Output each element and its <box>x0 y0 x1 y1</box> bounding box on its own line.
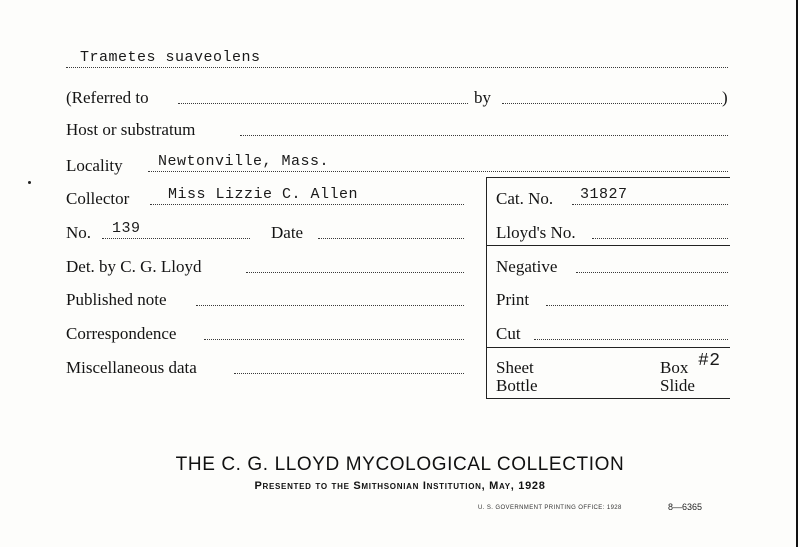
cat-no-line <box>572 204 728 205</box>
collection-subtitle: Presented to the Smithsonian Institution, May, 1928 <box>254 480 546 492</box>
printer-imprint: U. S. GOVERNMENT PRINTING OFFICE: 1928 <box>478 505 622 511</box>
closing-paren: ) <box>722 88 728 107</box>
box-label: Box <box>660 358 689 377</box>
det-by-line <box>246 272 464 273</box>
misc-line <box>234 373 464 374</box>
lloyds-no-label: Lloyd's No. <box>496 223 576 242</box>
negative-line <box>576 272 728 273</box>
right-edge-shadow <box>796 0 798 547</box>
cut-line <box>534 339 728 340</box>
published-note-label: Published note <box>66 290 167 309</box>
ink-speck <box>28 181 31 184</box>
host-label: Host or substratum <box>66 120 196 139</box>
by-line <box>502 103 722 104</box>
misc-label: Miscellaneous data <box>66 358 197 377</box>
no-line <box>102 238 250 239</box>
date-label: Date <box>271 223 304 242</box>
date-line <box>318 238 464 239</box>
published-note-line <box>196 305 464 306</box>
cat-no-label: Cat. No. <box>496 189 554 208</box>
print-line <box>546 305 728 306</box>
box-bottom-border <box>486 398 730 399</box>
box-top-border <box>486 177 730 178</box>
locality-label: Locality <box>66 156 123 175</box>
host-line <box>240 135 728 136</box>
cut-rule <box>486 347 730 348</box>
correspondence-line <box>204 339 464 340</box>
locality-line <box>148 171 728 172</box>
by-label: by <box>474 88 491 107</box>
sheet-label: Sheet <box>496 358 534 377</box>
det-by-label: Det. by C. G. Lloyd <box>66 257 202 276</box>
no-value: 139 <box>112 220 141 237</box>
referred-to-label: (Referred to <box>66 88 149 107</box>
collector-label: Collector <box>66 189 130 208</box>
slide-label: Slide <box>660 376 695 395</box>
collector-line <box>150 204 464 205</box>
collector-value: Miss Lizzie C. Allen <box>168 186 359 203</box>
species-line <box>66 67 728 68</box>
lloyds-rule <box>486 245 730 246</box>
print-label: Print <box>496 290 530 309</box>
correspondence-label: Correspondence <box>66 324 177 343</box>
referred-to-line <box>178 103 468 104</box>
print-code: 8—6365 <box>668 502 703 512</box>
bottle-label: Bottle <box>496 376 538 395</box>
box-left-border <box>486 177 487 398</box>
cut-label: Cut <box>496 324 521 343</box>
negative-label: Negative <box>496 257 558 276</box>
species-name: Trametes suaveolens <box>80 49 261 66</box>
no-label: No. <box>66 223 92 242</box>
cat-no-value: 31827 <box>580 186 628 203</box>
locality-value: Newtonville, Mass. <box>158 153 330 170</box>
lloyds-no-line <box>592 238 728 239</box>
box-value: #2 <box>698 351 721 371</box>
collection-title: THE C. G. LLOYD MYCOLOGICAL COLLECTION <box>175 454 625 475</box>
